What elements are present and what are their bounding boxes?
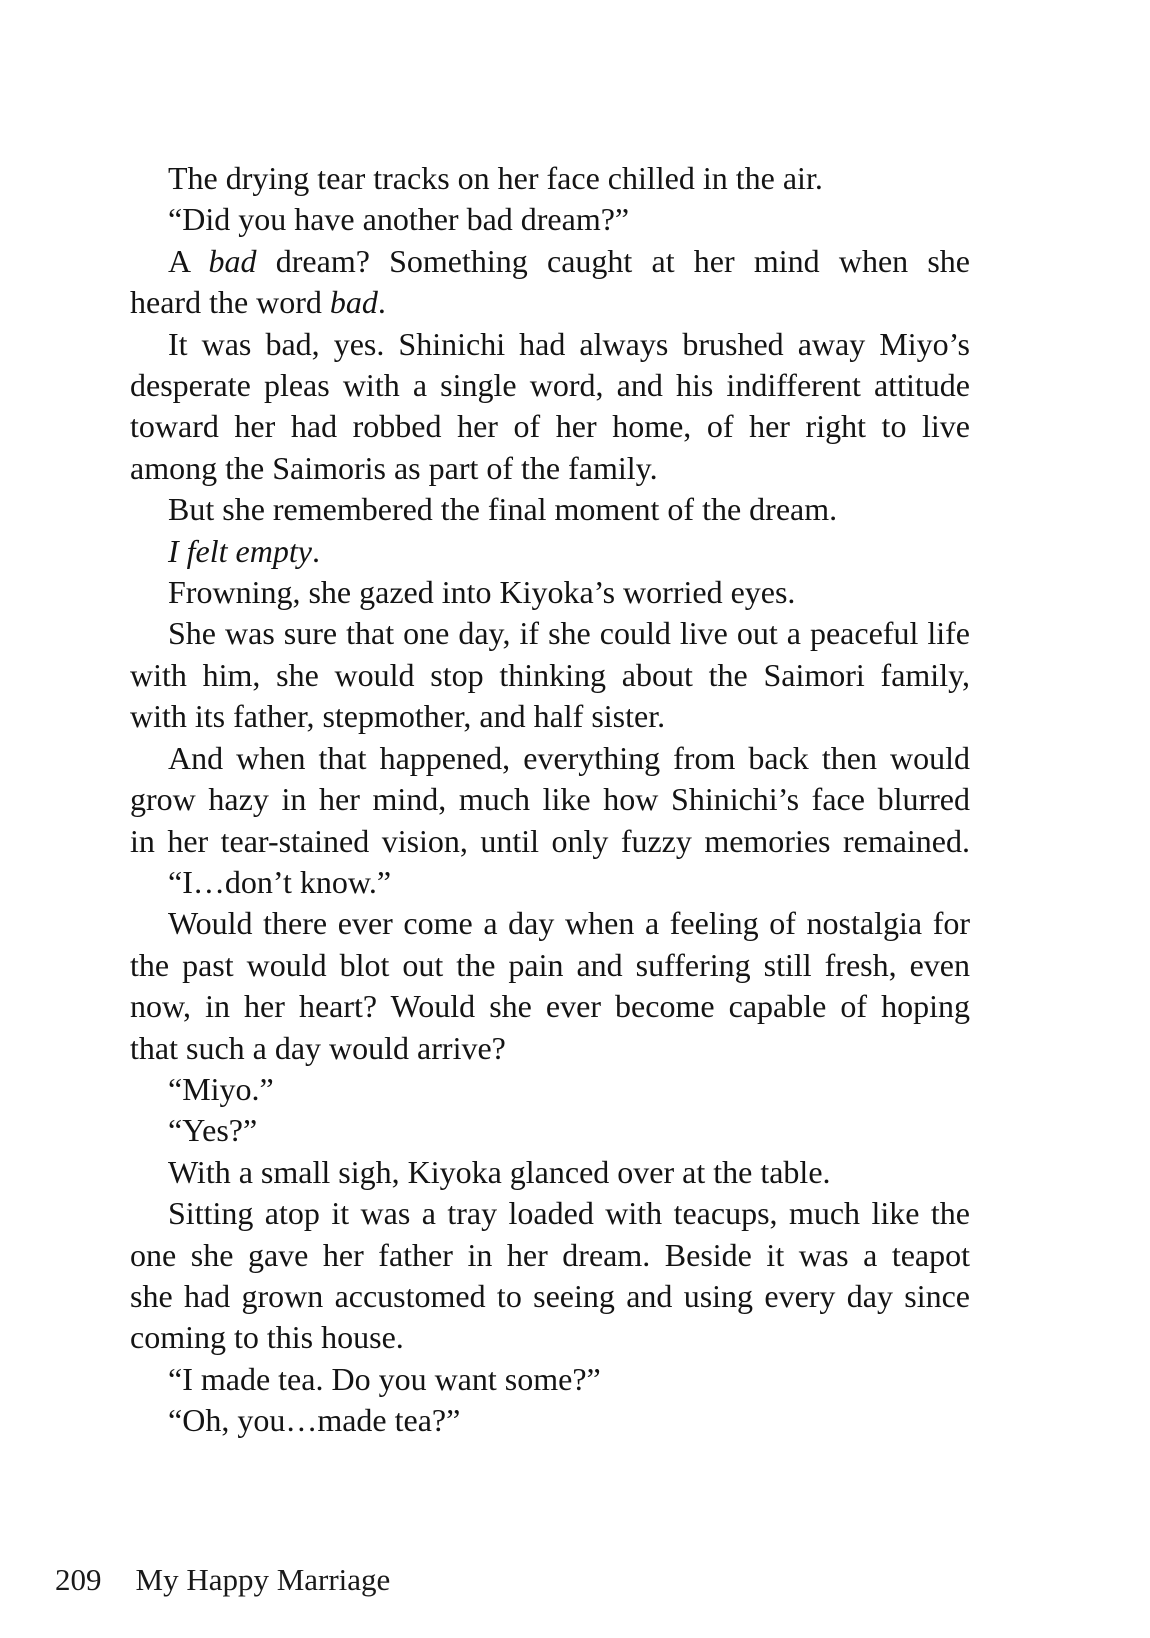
text-segment: The drying tear tracks on her face chilled in the air. <box>168 160 823 196</box>
text-line <box>130 1069 970 1110</box>
text-segment: A <box>168 242 209 279</box>
text-segment: . <box>311 532 320 569</box>
text-line <box>130 572 970 613</box>
text-line <box>130 1152 970 1193</box>
text-line <box>130 1400 970 1441</box>
text-segment: But she remembered the final moment of the dream. <box>168 491 838 528</box>
text-segment: desperate pleas with a single word, and his indifferent attitude <box>130 367 970 404</box>
text-segment: among the Saimoris as part of the family. <box>130 449 658 486</box>
text-line <box>130 448 970 489</box>
text-segment: “I made tea. Do you want some?” <box>168 1360 601 1397</box>
text-segment: one she gave her father in her dream. Beside it was a teapot <box>130 1236 970 1273</box>
text-line <box>130 1110 970 1151</box>
book-title: My Happy Marriage <box>135 1562 391 1597</box>
text-line <box>130 1317 970 1358</box>
italic-text-segment: I felt empty <box>168 532 312 569</box>
text-segment: “Oh, you…made tea?” <box>168 1402 461 1439</box>
text-segment: now, in her heart? Would she ever become capable of hoping <box>130 988 970 1025</box>
text-line <box>130 199 970 240</box>
text-segment: Would there ever come a day when a feeling of nostalgia for <box>168 905 970 942</box>
text-line <box>130 862 970 903</box>
text-line <box>130 282 970 323</box>
text-line <box>130 158 970 199</box>
text-segment: With a small sigh, Kiyoka glanced over at the table. <box>168 1153 831 1190</box>
text-line <box>130 241 970 282</box>
text-line <box>130 365 970 406</box>
text-line <box>130 1235 970 1276</box>
text-segment: “Did you have another bad dream?” <box>168 201 630 238</box>
text-line <box>130 986 970 1027</box>
text-segment: grow hazy in her mind, much like how Shinichi’s face blurred <box>130 781 970 818</box>
text-segment: It was bad, yes. Shinichi had always brushed away Miyo’s <box>168 325 970 362</box>
text-line <box>130 324 970 365</box>
text-segment: She was sure that one day, if she could live out a peaceful life <box>168 615 970 652</box>
text-segment: coming to this house. <box>130 1319 404 1356</box>
text-line <box>130 531 970 572</box>
text-line <box>130 945 970 986</box>
text-line <box>130 821 970 862</box>
text-segment: “I…don’t know.” <box>168 863 392 900</box>
text-line <box>130 655 970 696</box>
text-line <box>130 1276 970 1317</box>
text-line <box>130 489 970 530</box>
text-line <box>130 1359 970 1400</box>
text-line <box>130 779 970 820</box>
text-segment: that such a day would arrive? <box>130 1029 506 1066</box>
page-footer <box>55 1560 390 1600</box>
text-line <box>130 613 970 654</box>
text-segment: Sitting atop it was a tray loaded with teacups, much like the <box>168 1195 970 1232</box>
text-segment: in her tear-stained vision, until only fuzzy memories remained. <box>130 822 970 859</box>
text-segment: toward her had robbed her of her home, of her right to live <box>130 408 970 445</box>
text-segment: with its father, stepmother, and half sister. <box>130 698 666 735</box>
text-line <box>130 1193 970 1234</box>
italic-text-segment: bad <box>329 284 378 321</box>
page-number: 209 <box>55 1562 102 1597</box>
text-segment: And when that happened, everything from back then would <box>168 739 970 776</box>
text-segment: heard the word <box>130 284 330 321</box>
text-segment: Frowning, she gazed into Kiyoka’s worried eyes. <box>168 574 796 611</box>
text-segment: “Yes?” <box>168 1112 258 1149</box>
text-segment: . <box>377 284 386 321</box>
text-segment: she had grown accustomed to seeing and using every day since <box>130 1277 970 1314</box>
text-line <box>130 406 970 447</box>
text-segment: dream? Something caught at her mind when she <box>256 242 970 279</box>
text-line <box>130 903 970 944</box>
italic-text-segment: bad <box>208 242 257 279</box>
text-segment: the past would blot out the pain and suffering still fresh, even <box>130 946 970 983</box>
text-segment: “Miyo.” <box>168 1070 274 1107</box>
text-segment: with him, she would stop thinking about the Saimori family, <box>130 656 970 693</box>
text-line <box>130 1028 970 1069</box>
text-line <box>130 738 970 779</box>
text-line <box>130 696 970 737</box>
body-text <box>130 158 970 1442</box>
